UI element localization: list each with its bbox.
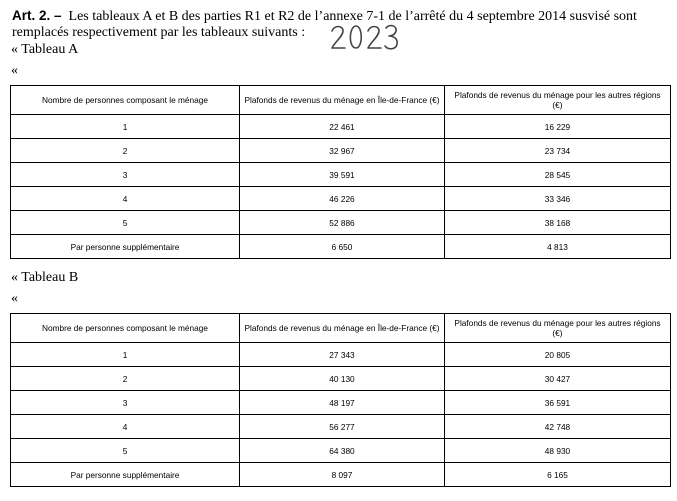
handwritten-annotation: [329, 22, 401, 52]
cell-ile-de-france: 39 591: [240, 163, 445, 187]
cell-nombre: 2: [11, 367, 240, 391]
cell-nombre: Par personne supplémentaire: [11, 463, 240, 487]
cell-nombre: 3: [11, 391, 240, 415]
cell-nombre: 2: [11, 139, 240, 163]
cell-ile-de-france: 22 461: [240, 115, 445, 139]
table-header-row: [11, 314, 671, 343]
cell-ile-de-france: 40 130: [240, 367, 445, 391]
table-header-row: [11, 86, 671, 115]
cell-ile-de-france: 56 277: [240, 415, 445, 439]
cell-ile-de-france: 52 886: [240, 211, 445, 235]
article-label: Art. 2. –: [12, 8, 62, 23]
cell-nombre: 4: [11, 415, 240, 439]
cell-nombre: 5: [11, 439, 240, 463]
article-text-line-1: Les tableaux A et B des parties R1 et R2 de l’annexe 7-1 de l’arrêté du 4 septembre 2014 susvisé sont: [68, 9, 637, 24]
cell-autres-regions: 30 427: [445, 367, 671, 391]
tableau-a-quote-mark: «: [11, 63, 18, 78]
cell-autres-regions: 48 930: [445, 439, 671, 463]
cell-autres-regions: 23 734: [445, 139, 671, 163]
table-row: [11, 415, 671, 439]
cell-ile-de-france: 48 197: [240, 391, 445, 415]
table-row: [11, 187, 671, 211]
cell-nombre: 1: [11, 343, 240, 367]
cell-ile-de-france: 32 967: [240, 139, 445, 163]
article-text-line-2: remplacés respectivement par les tableaux suivants :: [12, 25, 306, 40]
cell-nombre: 5: [11, 211, 240, 235]
cell-autres-regions: 33 346: [445, 187, 671, 211]
tableau-a: [10, 85, 671, 259]
table-row: [11, 139, 671, 163]
header-nombre-personnes: Nombre de personnes composant le ménage: [11, 314, 240, 343]
table-row: [11, 235, 671, 259]
cell-nombre: 3: [11, 163, 240, 187]
cell-nombre: 1: [11, 115, 240, 139]
table-row: [11, 463, 671, 487]
table-row: [11, 163, 671, 187]
cell-ile-de-france: 8 097: [240, 463, 445, 487]
table-row: [11, 439, 671, 463]
cell-autres-regions: 20 805: [445, 343, 671, 367]
header-plafonds-ile-de-france: Plafonds de revenus du ménage en Île-de-France (€): [240, 314, 445, 343]
cell-ile-de-france: 27 343: [240, 343, 445, 367]
table-row: [11, 367, 671, 391]
cell-autres-regions: 4 813: [445, 235, 671, 259]
cell-autres-regions: 28 545: [445, 163, 671, 187]
table-row: [11, 391, 671, 415]
cell-ile-de-france: 64 380: [240, 439, 445, 463]
header-plafonds-autres-regions: Plafonds de revenus du ménage pour les autres régions (€): [445, 314, 671, 343]
cell-autres-regions: 36 591: [445, 391, 671, 415]
table-row: [11, 115, 671, 139]
header-plafonds-ile-de-france: Plafonds de revenus du ménage en Île-de-France (€): [240, 86, 445, 115]
table-row: [11, 211, 671, 235]
tableau-b-quote-mark: «: [11, 291, 18, 306]
tableau-a-title: « Tableau A: [11, 42, 79, 57]
header-plafonds-autres-regions: Plafonds de revenus du ménage pour les autres régions (€): [445, 86, 671, 115]
cell-autres-regions: 16 229: [445, 115, 671, 139]
header-nombre-personnes: Nombre de personnes composant le ménage: [11, 86, 240, 115]
cell-nombre: 4: [11, 187, 240, 211]
cell-autres-regions: 42 748: [445, 415, 671, 439]
cell-ile-de-france: 46 226: [240, 187, 445, 211]
table-row: [11, 343, 671, 367]
tableau-b-title: « Tableau B: [11, 270, 79, 285]
cell-ile-de-france: 6 650: [240, 235, 445, 259]
cell-nombre: Par personne supplémentaire: [11, 235, 240, 259]
cell-autres-regions: 6 165: [445, 463, 671, 487]
tableau-b: [10, 313, 671, 487]
cell-autres-regions: 38 168: [445, 211, 671, 235]
